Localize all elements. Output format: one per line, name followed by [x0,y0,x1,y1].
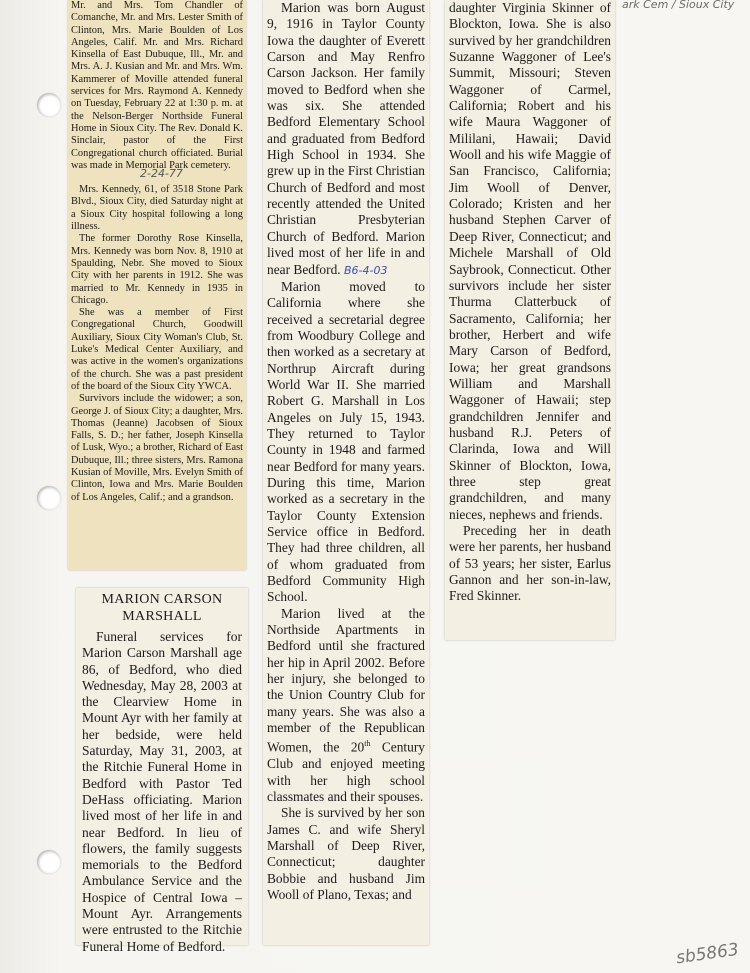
superscript: th [364,739,371,749]
handwritten-date-marshall: B6-4-03 [343,263,388,277]
handwritten-date-kennedy: 2-24-77 [140,167,183,180]
marshall-text: Marion lived at the Northside Apartments in Bedford until she fractured her hip in April 2002. Before her injury, she belonged to the Union Country Club for many years. She was also a member of the Republican Women, the 20 [267,605,425,755]
marshall-paragraph [267,0,425,279]
handwritten-catalog-id: sb5863 [674,939,741,969]
kennedy-paragraph: Mr. and Mrs. Tom Chandler of Comanche, Mr. and Mrs. Lester Smith of Clinton, Mrs. Marie Boulden of Los Angeles, Calif. Mr. and Mrs. Richard Kinsella of East Dubuque, Ill., Mr. and Mrs. A. J. Kusian and Mr. and Mrs. Wm. Kammerer of Moville attended funeral services for Mrs. Raymond A. Kennedy on Tuesday, February 22 at 1:30 p. m. at the Nelson-Berger Northside Funeral Home in Sioux City. The Rev. Donald K. Sinclair, pastor of the First Congregational church officiated. Burial was made in Memorial Park cemetery. [71,0,243,171]
binder-hole [37,850,61,874]
marshall-paragraph: Preceding her in death were her parents, her husband of 53 years; her sister, Earlus Gannon and her son-in-law, Fred Skinner. [449,523,611,604]
kennedy-obituary-clipping [68,0,246,570]
kennedy-paragraph: The former Dorothy Rose Kinsella, Mrs. Kennedy was born Nov. 8, 1910 at Spaulding, Nebr. She moved to Sioux City with her parents in 1912. She was married to Mr. Kennedy in 1935 in Chicago. [71,233,243,306]
handwritten-location-note: ark Cem / Sioux City [622,0,735,11]
headline-line-1: MARION CARSON [101,592,223,607]
marshall-paragraph [267,606,425,806]
marshall-birth-text: Marion was born August 9, 1916 in Taylor County Iowa the daughter of Everett Carson and May Renfro Carson Jackson. Her family moved to Bedford when she was six. She attended Bedford Elementary School and graduated from Bedford High School in 1934. She grew up in the First Christian Church of Bedford and most recently attended the United Christian Presbyterian Church of Bedford. Marion lived most of her life in and near Bedford. [267,0,425,277]
marshall-paragraph: Marion moved to California where she received a secretarial degree from Woodbury College and then worked as a secretary at Northrup Aircraft during World War II. She married Robert G. Marshall in Los Angeles on July 15, 1943. They returned to Taylor County in 1948 and farmed near Bedford for many years. During this time, Marion worked as a secretary in the Taylor County Extension Service office in Bedford. They had three children, all of whom graduated from Bedford Community High School. [267,278,425,605]
headline-line-2: MARSHALL [122,609,202,624]
kennedy-paragraph: Survivors include the widower; a son, George J. of Sioux City; a daughter, Mrs. Thomas (Jeanne) Jacobsen of Sioux Falls, S. D.; her father, Joseph Kinsella of Lusk, Wyo.; a brother, Richard of East Dubuque, Ill.; three sisters, Mrs. Ramona Kusian of Moville, Mrs. Evelyn Smith of Clinton, Iowa and Mrs. Marie Boulden of Los Angeles, Calif.; and a grandson. [71,393,243,503]
kennedy-paragraph: She was a member of First Congregational Church, Goodwill Auxiliary, Sioux City Woman's Club, St. Luke's Medical Center Auxiliary, and was active in the women's organizations of the church. She was a past president of the board of the Sioux City YWCA. [71,307,243,392]
kennedy-paragraph: Mrs. Kennedy, 61, of 3518 Stone Park Blvd., Sioux City, died Saturday night at a Sioux City hospital following a long illness. [71,184,243,233]
binder-hole [37,486,61,510]
marshall-paragraph: She is survived by her son James C. and wife Sheryl Marshall of Deep River, Connecticut; daughter Bobbie and husband Jim Wooll of Plano, Texas; and [267,805,425,903]
marshall-paragraph: Funeral services for Marion Carson Marshall age 86, of Bedford, who died Wednesday, May 28, 2003 at the Clearview Home in Mount Ayr with her family at her bedside, were held Saturday, May 31, 2003, at the Ritchie Funeral Home in Bedford with Pastor Ted DeHass officiating. Marion lived most of her life in and near Bedford. In lieu of flowers, the family suggests memorials to the Bedford Ambulance Service and the Hospice of Central Iowa – Mount Ayr. Arrangements were entrusted to the Ritchie Funeral Home of Bedford. [82,629,242,954]
binder-hole [37,93,61,117]
marshall-obituary-clipping-part1 [76,588,248,954]
marshall-obituary-clipping-part3 [445,0,615,640]
marshall-paragraph: daughter Virginia Skinner of Blockton, Iowa. She is also survived by her grandchildren Suzanne Waggoner of Lee's Summit, Missouri; Steven Waggoner of Carmel, California; Robert and his wife Maura Waggoner of Mililani, Hawaii; David Wooll and his wife Maggie of San Francisco, California; Jim Wooll of Denver, Colorado; Kristen and her husband Stephen Carver of Deep River, Connecticut; and Michele Marshall of Old Saybrook, Connecticut. Other survivors include her sister Thurma Clatterbuck of Sacramento, California; her brother, Herbert and wife Mary Carson of Bedford, Iowa; her great grandsons William and Marshall Waggoner of Hawaii; step grandchildren Jennifer and husband R.J. Peters of Clarinda, Iowa and Will Skinner of Blockton, Iowa, three step great grandchildren, and many nieces, nephews and friends. [449,0,611,522]
marshall-text: Century Club and enjoyed meeting with her high school classmates and their spouses. [267,739,425,804]
marshall-obituary-clipping-part2 [263,0,429,945]
obituary-headline [82,591,242,625]
